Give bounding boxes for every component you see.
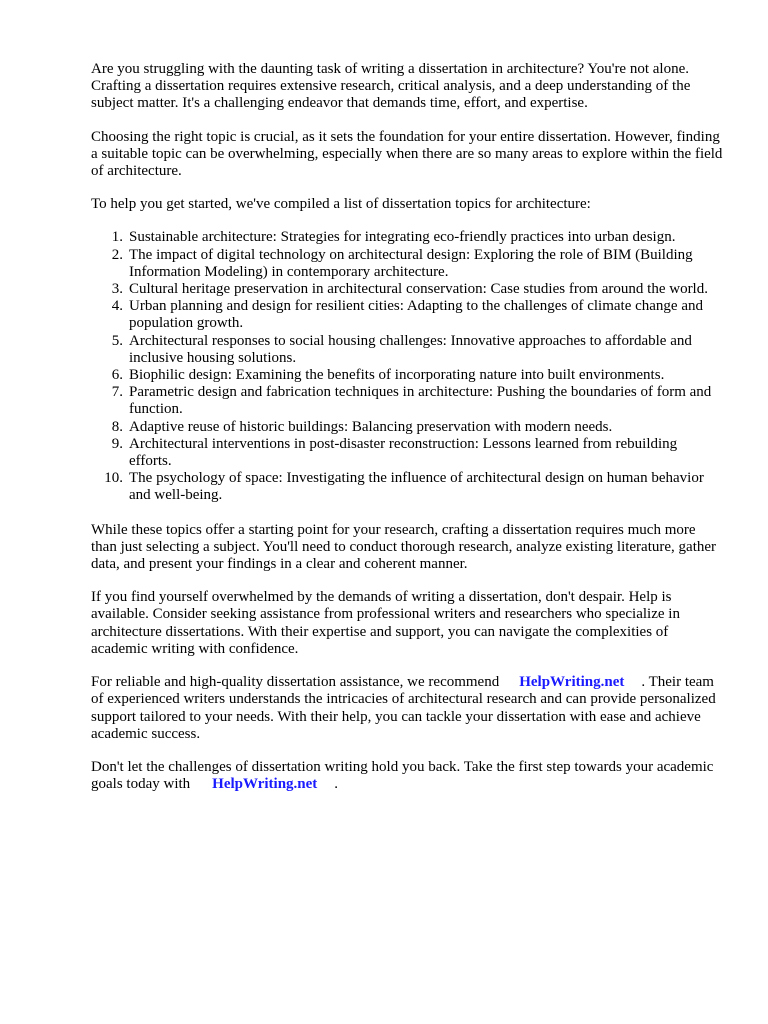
list-item-text: Sustainable architecture: Strategies for integrating eco-friendly practices into urban design. [129, 229, 676, 246]
list-item-text: Cultural heritage preservation in architectural conservation: Case studies from around the world. [129, 281, 708, 298]
list-item [91, 229, 723, 246]
recommendation-paragraph [91, 674, 723, 743]
closing-text-before: Don't let the challenges of dissertation writing hold you back. Take the first step towards your academic goals today with [91, 758, 714, 793]
list-item-text: Architectural interventions in post-disaster reconstruction: Lessons learned from rebuilding efforts. [129, 435, 678, 470]
list-item [91, 281, 723, 298]
list-item-text: Architectural responses to social housing challenges: Innovative approaches to affordable and inclusive housing solutions. [129, 332, 692, 366]
topic-choice-paragraph: Choosing the right topic is crucial, as it sets the foundation for your entire dissertation. However, finding a suitable topic can be overwhelming, especially when there are so many areas to explore within the field of architecture. [91, 128, 723, 180]
list-item-text: Biophilic design: Examining the benefits of incorporating nature into built environments. [129, 367, 665, 384]
recommendation-text-after: . Their team of experienced writers understands the intricacies of architectural research and can provide personalized support tailored to your needs. With their help, you can tackle your dissertation with ease and achieve academic success. [91, 674, 716, 742]
list-item-number: 1. [111, 229, 123, 246]
list-item [91, 384, 723, 418]
list-item [91, 333, 723, 367]
list-intro-paragraph: To help you get started, we've compiled a list of dissertation topics for architecture: [91, 196, 591, 213]
closing-paragraph [91, 759, 723, 793]
helpwriting-link[interactable]: HelpWriting.net [519, 674, 625, 691]
list-item [91, 367, 723, 384]
list-item-text: The impact of digital technology on architectural design: Exploring the role of BIM (Building Information Modeling) in contemporary architecture. [129, 246, 693, 280]
research-paragraph: While these topics offer a starting point for your research, crafting a dissertation requires much more than just selecting a subject. You'll need to conduct thorough research, analyze existing literature, gather data, and present your findings in a clear and coherent manner. [91, 521, 717, 573]
list-item-number: 5. [111, 332, 123, 349]
list-item-number: 4. [111, 298, 123, 315]
list-item-text: Adaptive reuse of historic buildings: Balancing preservation with modern needs. [129, 418, 613, 435]
assistance-paragraph: If you find yourself overwhelmed by the demands of writing a dissertation, don't despair. Help is available. Consider seeking assistance from professional writers and researchers who specialize in architecture dissertations. With their expertise and support, you can navigate the complexities of academic writing with confidence. [91, 589, 680, 657]
list-item-number: 9. [111, 435, 123, 452]
list-item-number: 3. [111, 281, 123, 298]
document-page [91, 61, 723, 809]
list-item [91, 298, 723, 332]
list-item [91, 436, 723, 470]
list-item-number: 10. [104, 470, 123, 487]
list-item-text: Urban planning and design for resilient cities: Adapting to the challenges of climate change and population growth. [129, 298, 703, 332]
list-item [91, 419, 723, 436]
list-item-number: 7. [111, 384, 123, 401]
list-item-number: 8. [111, 418, 123, 435]
list-item-text: Parametric design and fabrication techniques in architecture: Pushing the boundaries of form and function. [129, 384, 712, 418]
list-item-number: 6. [111, 367, 123, 384]
closing-text-after: . [334, 776, 339, 793]
topics-list [91, 229, 723, 504]
list-item [91, 470, 723, 504]
list-item-number: 2. [111, 246, 123, 263]
list-item-text: The psychology of space: Investigating the influence of architectural design on human behavior and well-being. [129, 470, 704, 504]
intro-paragraph: Are you struggling with the daunting task of writing a dissertation in architecture? You're not alone. Crafting a dissertation requires extensive research, critical analysis, and a deep understanding of the subject matter. It's a challenging endeavor that demands time, effort, and expertise. [91, 61, 691, 112]
list-item [91, 247, 723, 281]
helpwriting-link[interactable]: HelpWriting.net [212, 776, 318, 793]
recommendation-text-before: For reliable and high-quality dissertation assistance, we recommend [91, 674, 500, 691]
